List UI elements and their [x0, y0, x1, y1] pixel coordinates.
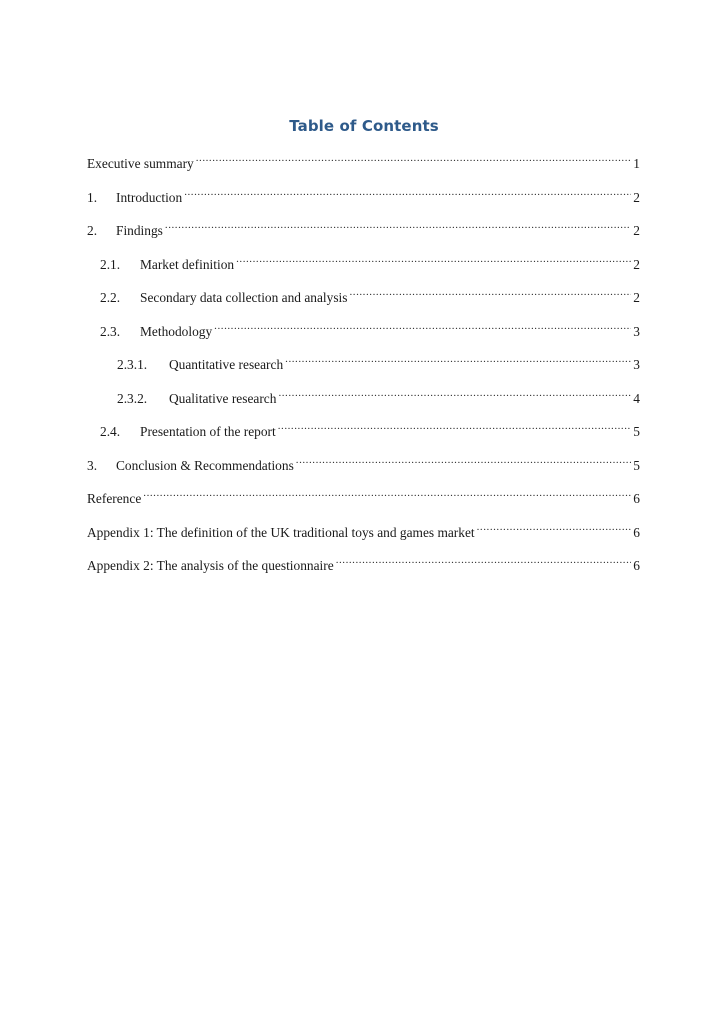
- toc-entry-page-number: 3: [633, 357, 640, 372]
- toc-entry-label: Reference: [87, 491, 142, 506]
- toc-dot-leader: [349, 282, 631, 302]
- toc-entry[interactable]: [87, 148, 640, 171]
- toc-dot-leader: [184, 182, 631, 202]
- toc-entry-page-number: 6: [633, 558, 640, 573]
- toc-entry-number: 2.: [87, 223, 98, 238]
- toc-entry[interactable]: [87, 517, 640, 540]
- toc-entry-label: Introduction: [116, 189, 183, 205]
- toc-dot-leader: [165, 215, 631, 235]
- toc-entry-label: Quantitative research: [169, 357, 284, 372]
- toc-entry[interactable]: [87, 383, 640, 406]
- toc-entry-number: 3.: [87, 457, 98, 473]
- toc-entry[interactable]: [87, 349, 640, 372]
- toc-entry-number: 2.4.: [100, 424, 121, 439]
- toc-dot-leader: [278, 416, 632, 436]
- toc-entry-number: 1.: [87, 189, 98, 205]
- toc-dot-leader: [477, 517, 632, 537]
- toc-entry-page-number: 2: [633, 189, 640, 205]
- toc-dot-leader: [278, 383, 631, 403]
- toc-entry-label: Qualitative research: [169, 390, 277, 406]
- toc-entry-page-number: 6: [633, 491, 640, 506]
- toc-entry[interactable]: [87, 450, 640, 473]
- toc-entry-number: 2.3.2.: [117, 390, 148, 406]
- toc-entry-page-number: 6: [633, 524, 640, 540]
- toc-list: [87, 148, 640, 584]
- toc-entry[interactable]: [87, 316, 640, 339]
- toc-entry-page-number: 5: [633, 457, 640, 473]
- toc-entry[interactable]: [87, 550, 640, 573]
- toc-entry-label: Methodology: [140, 323, 213, 339]
- toc-dot-leader: [285, 349, 631, 369]
- toc-entry-label: Appendix 1: The definition of the UK traditional toys and games market: [87, 524, 475, 540]
- toc-entry-page-number: 2: [633, 223, 640, 238]
- toc-entry[interactable]: [87, 483, 640, 506]
- toc-entry[interactable]: [87, 182, 640, 205]
- toc-dot-leader: [296, 450, 632, 470]
- toc-entry[interactable]: [87, 416, 640, 439]
- toc-dot-leader: [196, 148, 632, 168]
- toc-entry-label: Findings: [116, 223, 163, 238]
- toc-dot-leader: [236, 249, 631, 269]
- toc-entry[interactable]: [87, 282, 640, 305]
- toc-dot-leader: [336, 550, 632, 570]
- toc-dot-leader: [214, 316, 631, 336]
- toc-entry-page-number: 4: [633, 390, 640, 406]
- toc-entry[interactable]: [87, 215, 640, 238]
- toc-title: Table of Contents: [289, 117, 439, 135]
- toc-entry-page-number: 3: [633, 323, 640, 339]
- toc-entry[interactable]: [87, 249, 640, 272]
- toc-entry-number: 2.3.1.: [117, 357, 148, 372]
- toc-entry-page-number: 5: [633, 424, 640, 439]
- toc-entry-label: Market definition: [140, 256, 235, 272]
- toc-entry-label: Conclusion & Recommendations: [116, 457, 294, 473]
- toc-entry-number: 2.1.: [100, 256, 121, 272]
- toc-entry-label: Presentation of the report: [140, 424, 276, 439]
- toc-entry-page-number: 2: [633, 256, 640, 272]
- toc-entry-label: Appendix 2: The analysis of the questionnaire: [87, 558, 334, 573]
- toc-entry-label: Secondary data collection and analysis: [140, 290, 348, 305]
- toc-entry-number: 2.3.: [100, 323, 121, 339]
- toc-entry-number: 2.2.: [100, 290, 121, 305]
- toc-entry-label: Executive summary: [87, 156, 194, 171]
- toc-dot-leader: [143, 483, 631, 503]
- toc-entry-page-number: 1: [633, 156, 640, 171]
- toc-entry-page-number: 2: [633, 290, 640, 305]
